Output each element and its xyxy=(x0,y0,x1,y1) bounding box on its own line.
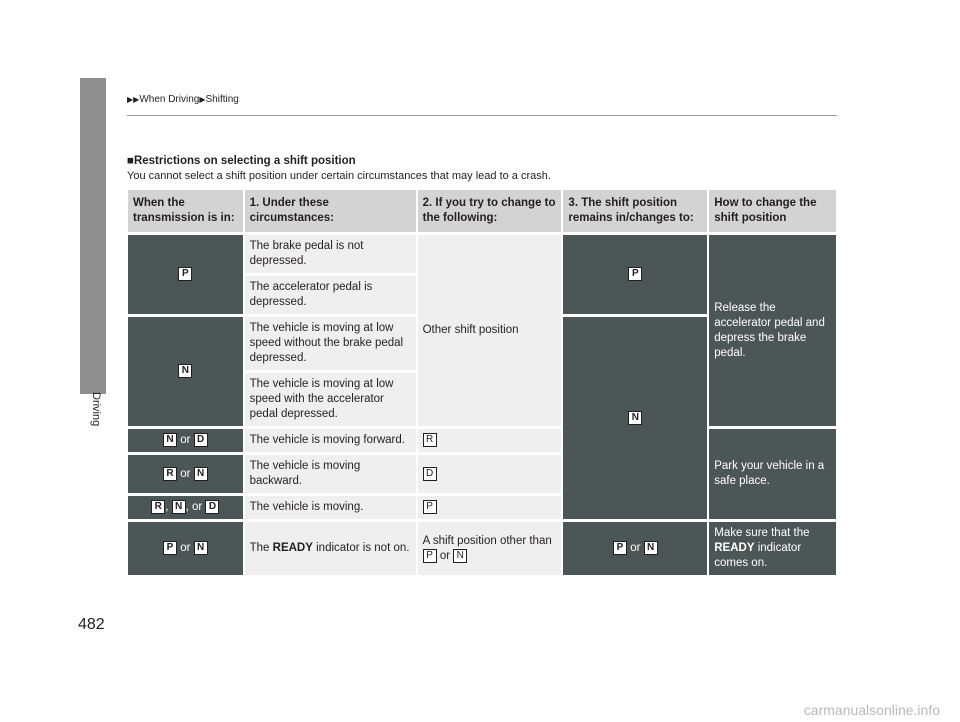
shift-key-r: R xyxy=(163,467,177,481)
cell-brake-not-depressed: The brake pedal is not depressed. xyxy=(245,235,416,273)
table-row xyxy=(128,235,836,273)
cell-r-or-n xyxy=(128,455,243,493)
cell-accel-depressed: The accelerator pedal is depressed. xyxy=(245,276,416,314)
breadcrumb xyxy=(127,94,239,105)
comma-text: , xyxy=(185,501,189,514)
shift-key-p: P xyxy=(163,541,177,555)
table-header-row xyxy=(128,190,836,232)
make-sure-prefix: Make sure that the xyxy=(714,527,810,540)
or-text: or xyxy=(180,434,191,447)
shift-key-r: R xyxy=(423,433,437,447)
cell-remains-p xyxy=(563,235,707,314)
shift-key-n: N xyxy=(178,364,192,378)
cell-target-d xyxy=(418,455,562,493)
cell-park-safe: Park your vehicle in a safe place. xyxy=(709,429,836,519)
breadcrumb-arrow-icon: ▶▶ xyxy=(127,95,140,104)
cell-remains-p-or-n xyxy=(563,522,707,575)
chapter-tab xyxy=(80,78,106,394)
shift-key-p: P xyxy=(613,541,627,555)
shift-key-n: N xyxy=(194,541,208,555)
cell-r-n-or-d xyxy=(128,496,243,519)
ready-word: READY xyxy=(272,542,313,555)
cell-target-p xyxy=(418,496,562,519)
or-text: or xyxy=(180,542,191,555)
column-header: 2. If you try to change to the following: xyxy=(418,190,562,232)
cell-low-speed-accel: The vehicle is moving at low speed with the accelerator pedal depressed. xyxy=(245,373,416,426)
shift-key-n: N xyxy=(628,411,642,425)
make-sure-suffix: indicator comes on. xyxy=(714,542,802,570)
table-row xyxy=(128,429,836,452)
column-header: How to change the shift position xyxy=(709,190,836,232)
make-sure-ready-word: READY xyxy=(714,542,755,555)
shift-key-n: N xyxy=(172,500,186,514)
ready-prefix: The xyxy=(249,542,273,555)
chapter-label: Driving xyxy=(90,392,102,427)
cell-position-n xyxy=(128,317,243,426)
cell-moving-forward: The vehicle is moving forward. xyxy=(245,429,416,452)
breadcrumb-level1[interactable]: When Driving xyxy=(139,94,200,105)
column-header: 1. Under these circumstances: xyxy=(245,190,416,232)
shift-key-p: P xyxy=(628,267,642,281)
or-text: or xyxy=(630,542,641,555)
section-title: ■Restrictions on selecting a shift position xyxy=(127,155,356,167)
cell-make-sure-ready xyxy=(709,522,836,575)
cell-target-r xyxy=(418,429,562,452)
shift-key-p: P xyxy=(423,549,437,563)
shift-key-d: D xyxy=(194,433,208,447)
or-text: or xyxy=(192,501,203,514)
section-description: You cannot select a shift position under certain circumstances that may lead to a crash. xyxy=(127,170,551,182)
shift-key-n: N xyxy=(194,467,208,481)
cell-moving: The vehicle is moving. xyxy=(245,496,416,519)
cell-low-speed-no-brake: The vehicle is moving at low speed without the brake pedal depressed. xyxy=(245,317,416,370)
cell-other-shift: Other shift position xyxy=(418,235,562,426)
watermark: carmanualsonline.info xyxy=(803,702,940,718)
breadcrumb-arrow-icon: ▶ xyxy=(199,95,206,104)
shift-restrictions-table xyxy=(126,187,838,578)
ready-suffix: indicator is not on. xyxy=(312,542,410,555)
table-row xyxy=(128,522,836,575)
cell-moving-backward: The vehicle is moving backward. xyxy=(245,455,416,493)
shift-key-d: D xyxy=(423,467,437,481)
column-header: When the transmission is in: xyxy=(128,190,243,232)
shift-key-n: N xyxy=(453,549,467,563)
shift-key-p: P xyxy=(423,500,437,514)
shift-key-n: N xyxy=(163,433,177,447)
page-number: 482 xyxy=(78,616,105,633)
cell-changes-n xyxy=(563,317,707,519)
cell-other-than-p-n xyxy=(418,522,562,575)
shift-key-n: N xyxy=(644,541,658,555)
column-header: 3. The shift position remains in/changes to: xyxy=(563,190,707,232)
header-rule xyxy=(127,115,837,116)
shift-key-r: R xyxy=(151,500,165,514)
shift-key-d: D xyxy=(205,500,219,514)
cell-position-p xyxy=(128,235,243,314)
cell-release-accel: Release the accelerator pedal and depress the brake pedal. xyxy=(709,235,836,426)
shift-key-p: P xyxy=(178,267,192,281)
comma-text: , xyxy=(165,501,169,514)
cell-n-or-d xyxy=(128,429,243,452)
other-than-text: A shift position other than xyxy=(422,534,552,547)
or-text: or xyxy=(180,467,191,480)
or-text: or xyxy=(439,549,451,562)
cell-ready-not-on xyxy=(245,522,416,575)
cell-p-or-n xyxy=(128,522,243,575)
breadcrumb-level2[interactable]: Shifting xyxy=(205,94,239,105)
